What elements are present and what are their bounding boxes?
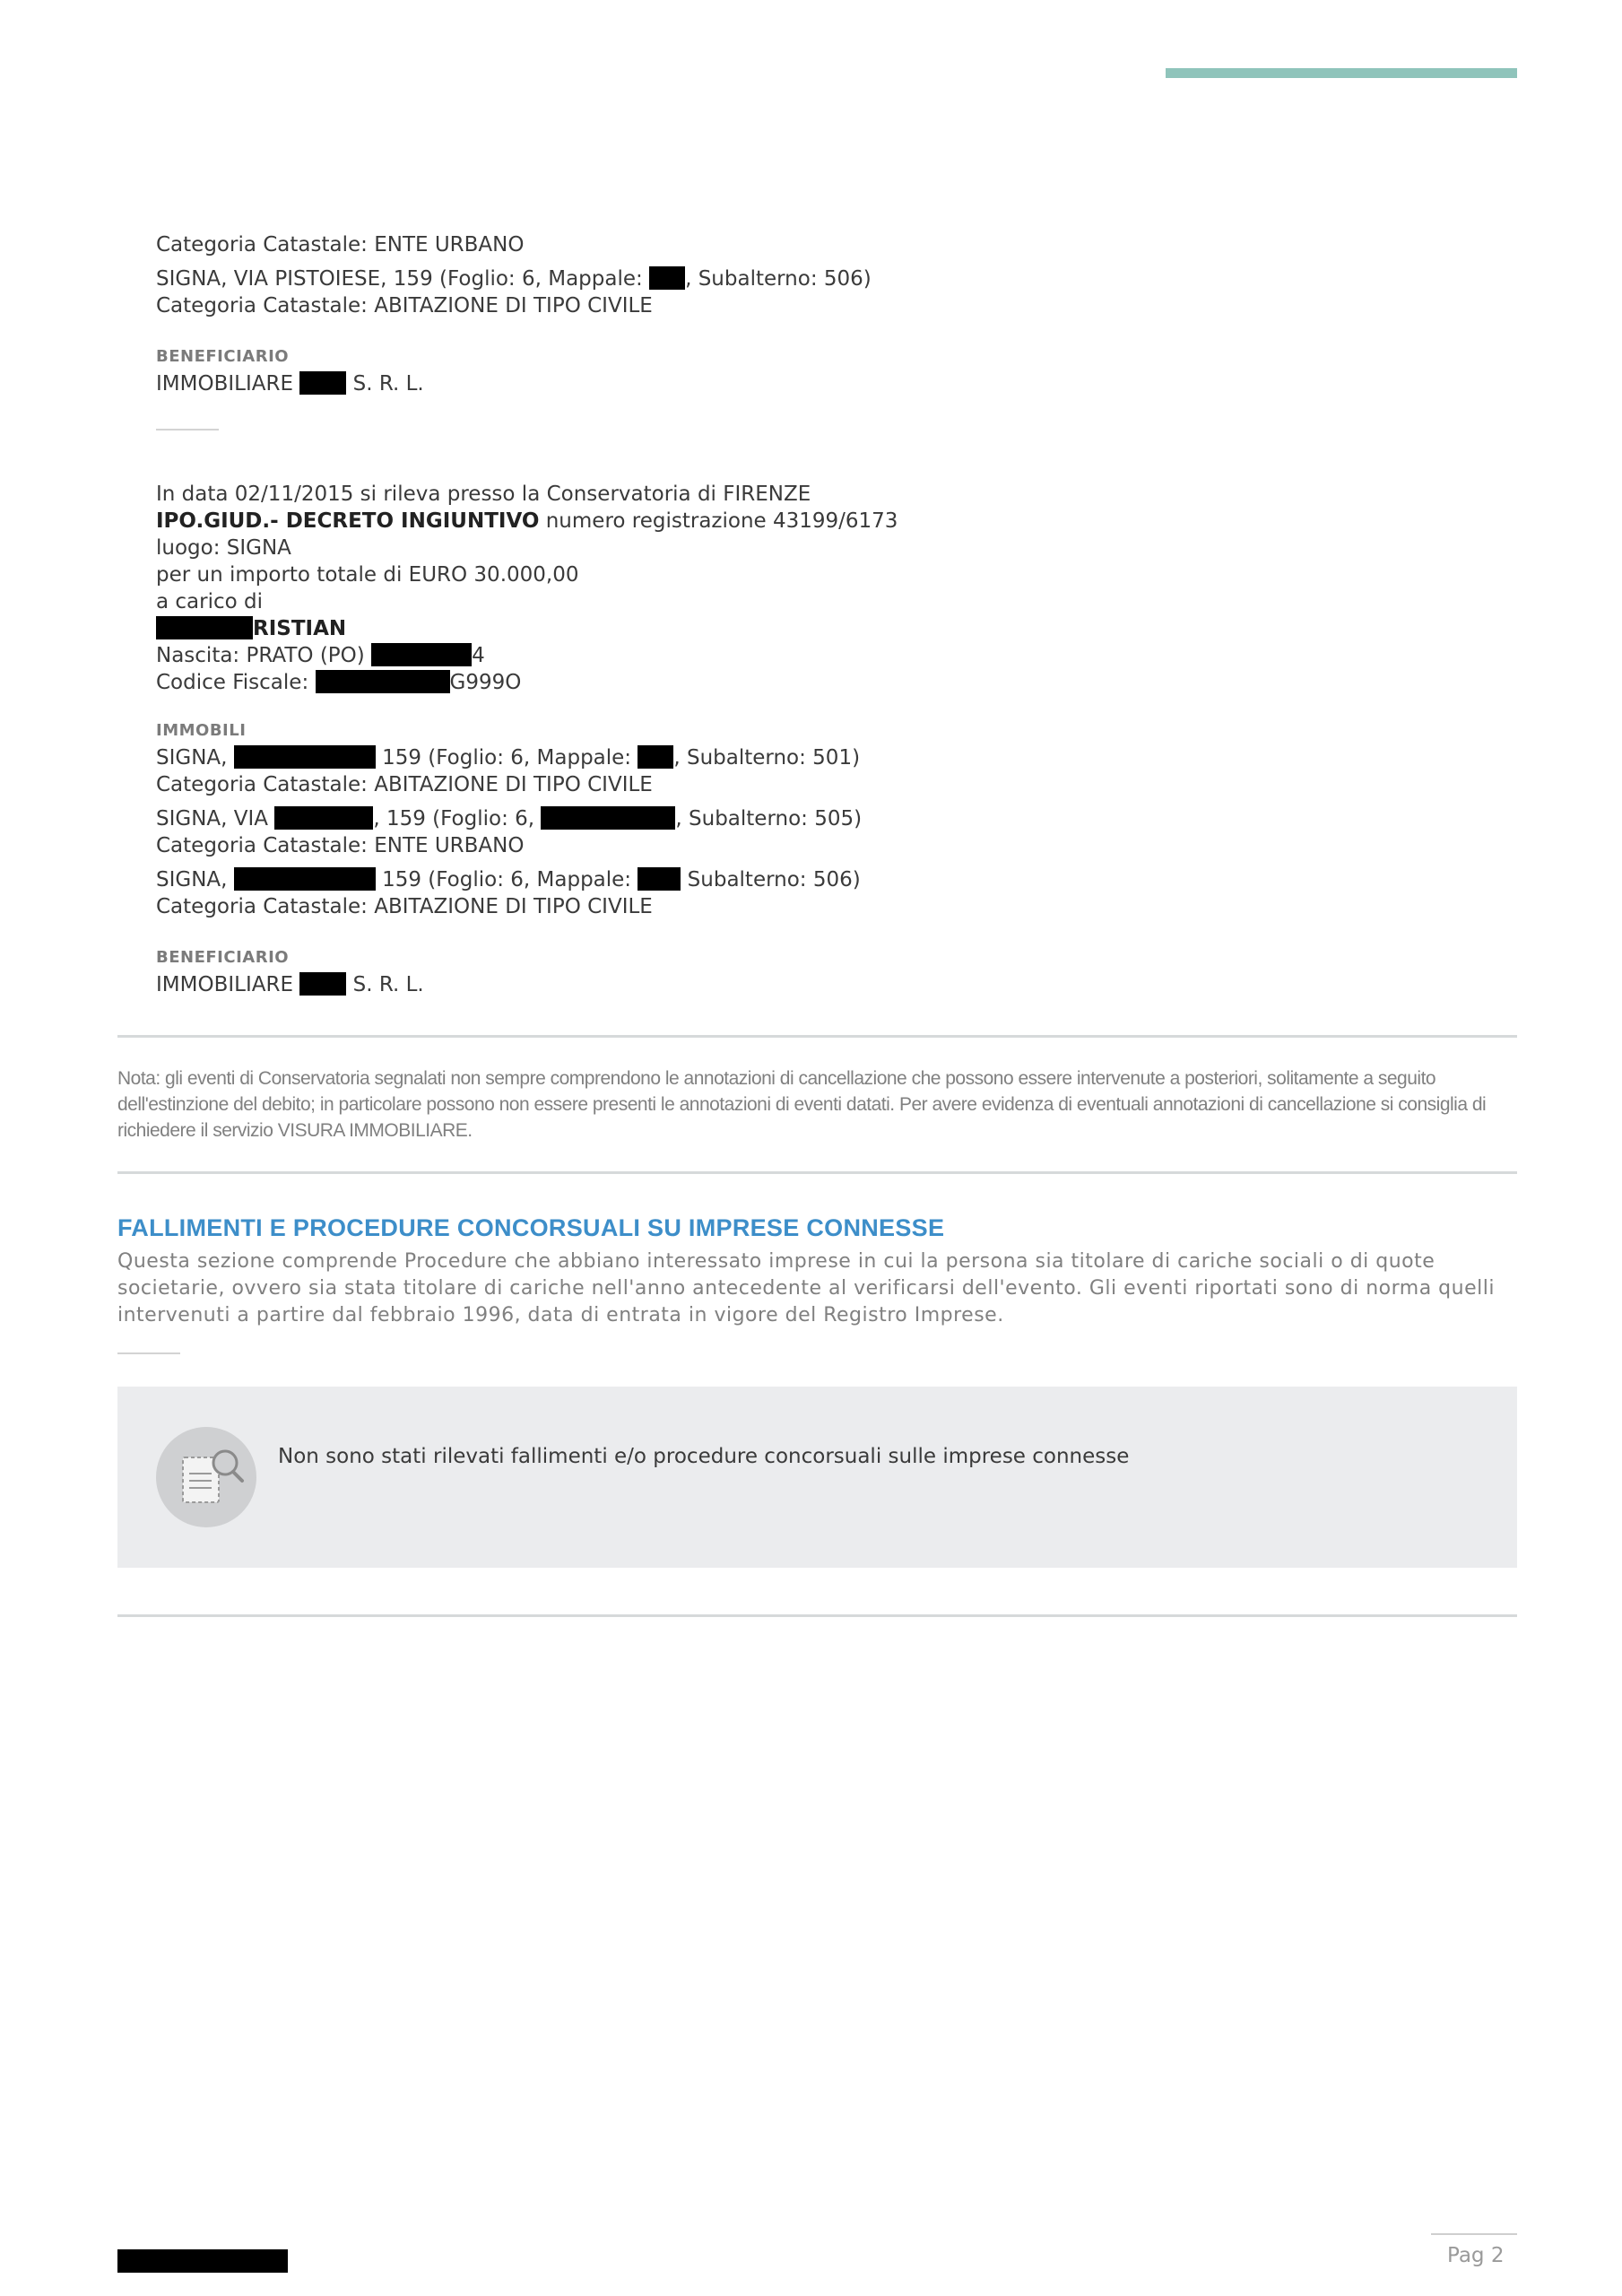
category-line: Categoria Catastale: ABITAZIONE DI TIPO CIVILE [156,895,653,918]
redaction [541,806,675,830]
document-search-icon [156,1427,256,1527]
properties-label: IMMOBILI [156,721,247,740]
redaction [274,806,373,830]
redaction [117,2249,288,2273]
redaction [299,972,346,996]
beneficiary-name: IMMOBILIARE S. R. L. [156,372,424,396]
property-address: SIGNA, VIA PISTOIESE, 159 (Foglio: 6, Mappale: , Subalterno: 506) [156,267,872,291]
redaction [299,371,346,395]
empty-result-message: Non sono stati rilevati fallimenti e/o procedure concorsuali sulle imprese connesse [278,1445,1130,1468]
event-amount: per un importo totale di EURO 30.000,00 [156,563,579,587]
section-title: FALLIMENTI E PROCEDURE CONCORSUALI SU IMPRESE CONNESSE [117,1214,945,1241]
divider [117,1171,1517,1174]
debtor-tax-code: Codice Fiscale: G999O [156,671,522,694]
divider [117,1614,1517,1617]
event-type-line: IPO.GIUD.- DECRETO INGIUNTIVO numero registrazione 43199/6173 [156,509,898,533]
section-description: Questa sezione comprende Procedure che abbiano interessato imprese in cui la persona sia titolare di cariche sociali o di quote societarie, ovvero sia stata titolare di cariche nell'anno antecedente al verificarsi dell'evento. Gli eventi riportati sono di norma quelli intervenuti a partire dal febbraio 1996, data di entrata in vigore del Registro Imprese. [117,1250,1495,1326]
property-address: SIGNA, VIA , 159 (Foglio: 6, , Subalterno: 505) [156,807,863,831]
category-line: Categoria Catastale: ABITAZIONE DI TIPO CIVILE [156,294,653,317]
category-line: Categoria Catastale: ABITAZIONE DI TIPO CIVILE [156,773,653,796]
divider [117,1035,1517,1038]
category-line: Categoria Catastale: ENTE URBANO [156,834,525,857]
redaction [234,745,376,769]
separator [156,429,219,430]
redaction [234,867,376,891]
redaction [316,670,450,693]
redaction [638,745,673,769]
redaction [638,867,681,891]
header-accent-bar [1166,68,1517,78]
beneficiary-label: BENEFICIARIO [156,347,290,366]
page-number: Pag 2 [1447,2244,1505,2267]
redaction [649,266,685,290]
property-address: SIGNA, 159 (Foglio: 6, Mappale: Subalterno: 506) [156,868,861,891]
disclaimer-note: Nota: gli eventi di Conservatoria segnalati non sempre comprendono le annotazioni di cancellazione che possono essere intervenute a posteriori, solitamente a seguito dell'estinzione del debito; in particolare possono non essere presenti le annotazioni di eventi datati. Per avere evidenza di eventuali annotazioni di cancellazione si consiglia di richiedere il servizio VISURA IMMOBILIARE. [117,1068,1487,1141]
property-list-continued [156,231,1142,397]
beneficiary-name: IMMOBILIARE S. R. L. [156,973,424,996]
category-line: Categoria Catastale: ENTE URBANO [156,233,525,257]
beneficiary-label: BENEFICIARIO [156,948,290,967]
event-debtor-label: a carico di [156,590,264,613]
event-date-line: In data 02/11/2015 si rileva presso la Conservatoria di FIRENZE [156,483,811,506]
event-place: luogo: SIGNA [156,536,291,560]
redaction [371,643,472,666]
separator [117,1352,180,1354]
debtor-name: RISTIAN [156,615,1142,642]
redaction [156,616,253,639]
conservatoria-event [156,481,1142,998]
property-address: SIGNA, 159 (Foglio: 6, Mappale: , Subalterno: 501) [156,746,861,770]
empty-result-box [117,1387,1517,1568]
page-number-rule [1431,2233,1517,2235]
debtor-birth: Nascita: PRATO (PO) 4 [156,644,485,667]
